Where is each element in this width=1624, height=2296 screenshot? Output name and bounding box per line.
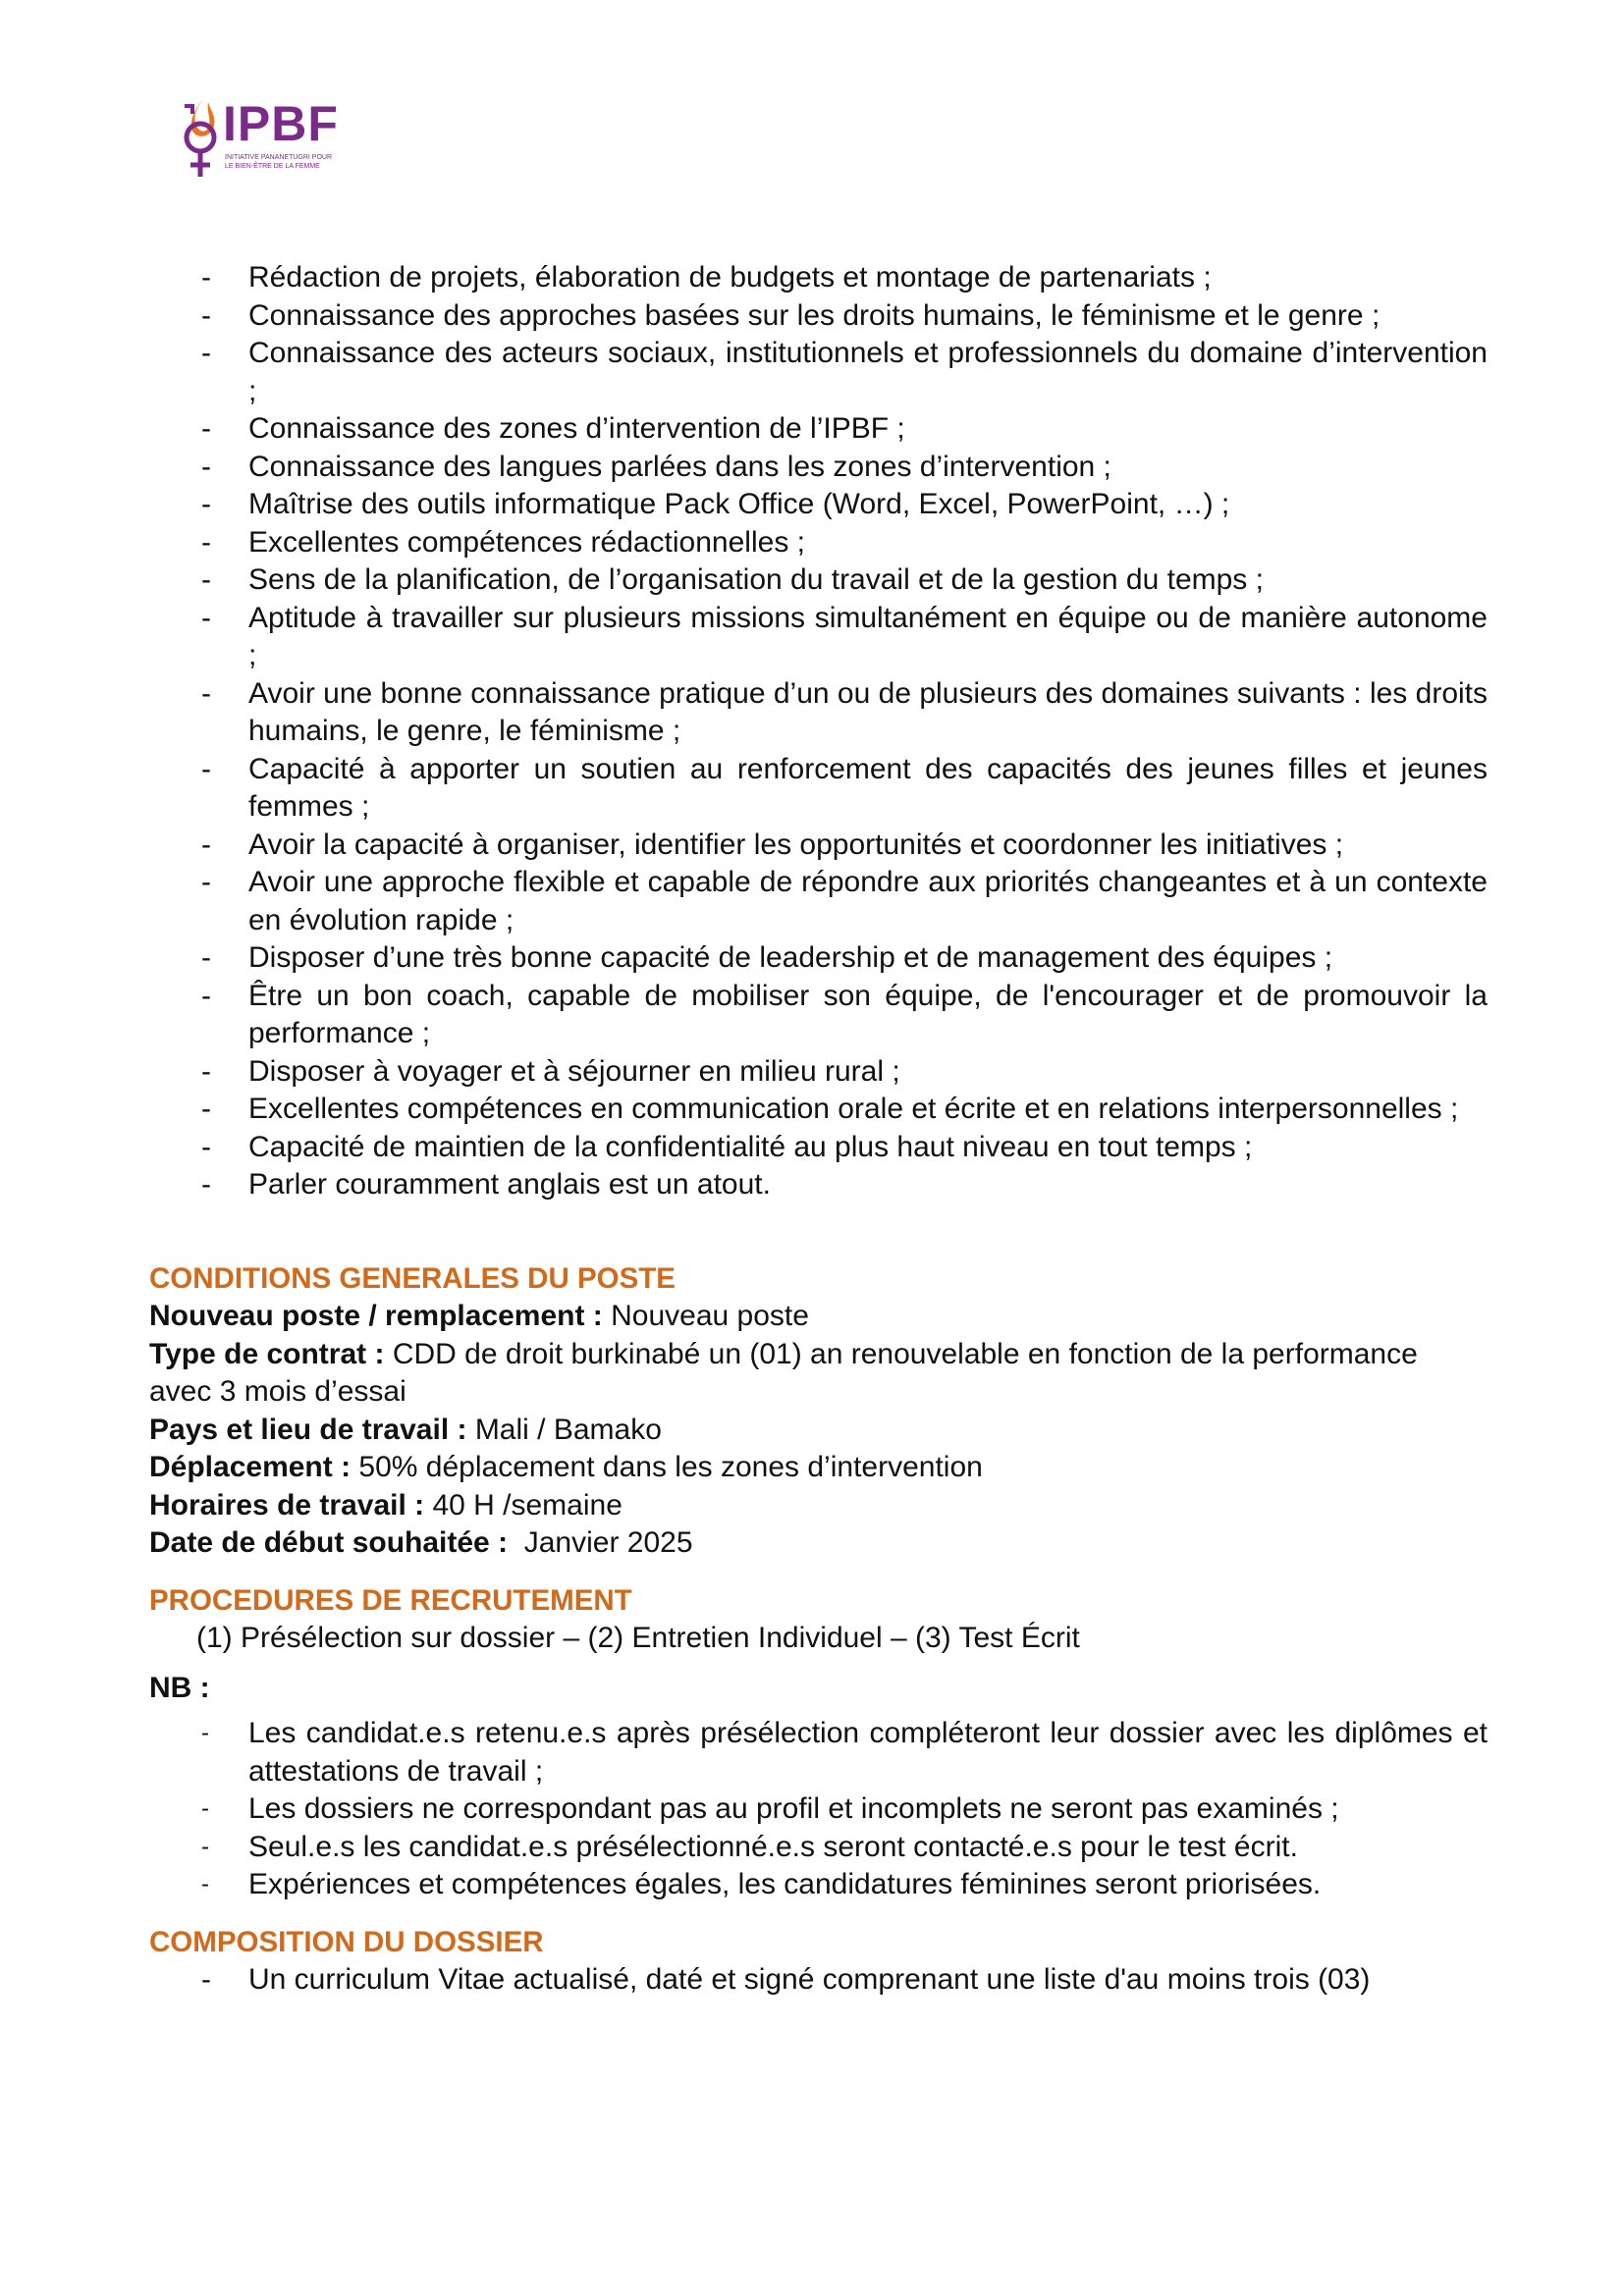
list-item: - Capacité de maintien de la confidentialité au plus haut niveau en tout temps ; [201, 1130, 1253, 1163]
list-item: - Avoir la capacité à organiser, identifier les opportunités et coordonner les initiatives ; [201, 828, 1344, 861]
list-item: - Rédaction de projets, élaboration de budgets et montage de partenariats ; [201, 261, 1212, 294]
list-item: - Excellentes compétences rédactionnelles ; [201, 525, 805, 559]
logo-subtitle-line1: INITIATIVE PANANETUGRI POUR [225, 154, 333, 161]
list-item: - Aptitude à travailler sur plusieurs missions simultanément en équipe ou de manière autonome ; [201, 601, 1488, 671]
logo-subtitle [225, 153, 372, 171]
list-item: - Connaissance des zones d’intervention de l’IPBF ; [201, 412, 905, 445]
list-item: - Disposer d’une très bonne capacité de leadership et de management des équipes ; [201, 941, 1333, 974]
list-item: - Sens de la planification, de l’organisation du travail et de la gestion du temps ; [201, 563, 1264, 596]
field-type-contrat: Type de contrat : CDD de droit burkinabé un (01) an renouvelable en fonction de la performance avec 3 mois d’essai [149, 1337, 1418, 1408]
composition-title: COMPOSITION DU DOSSIER [149, 1925, 544, 1958]
field-horaires: Horaires de travail : 40 H /semaine [149, 1488, 623, 1522]
logo-subtitle-line2: LE BIEN-ÊTRE DE LA FEMME [225, 163, 320, 170]
logo-name: IPBF [223, 96, 339, 151]
field-deplacement: Déplacement : 50% déplacement dans les zones d’intervention [149, 1451, 983, 1483]
list-item: - Avoir une approche flexible et capable de répondre aux priorités changeantes et à un contexte en évolution rapide ; [201, 866, 1488, 936]
list-item: - Un curriculum Vitae actualisé, daté et signé comprenant une liste d'au moins trois (03) [201, 1963, 1371, 1996]
procedures-title: PROCEDURES DE RECRUTEMENT [149, 1583, 632, 1617]
list-item: - Capacité à apporter un soutien au renforcement des capacités des jeunes filles et jeunes femmes ; [201, 752, 1488, 823]
field-pays-lieu: Pays et lieu de travail : Mali / Bamako [149, 1413, 662, 1446]
procedure-steps: (1) Présélection sur dossier – (2) Entretien Individuel – (3) Test Écrit [196, 1622, 1080, 1654]
list-item: - Parler couramment anglais est un atout. [201, 1168, 771, 1201]
nb-list [149, 1715, 1488, 1904]
list-item: - Avoir une bonne connaissance pratique d’un ou de plusieurs des domaines suivants : les droits humains, le genre, le féminisme ; [201, 676, 1488, 747]
list-item: - Expériences et compétences égales, les candidatures féminines seront priorisées. [201, 1868, 1322, 1900]
list-item: - Connaissance des approches basées sur les droits humains, le féminisme et le genre ; [201, 298, 1380, 332]
ipbf-logo [179, 94, 375, 192]
field-nouveau-poste: Nouveau poste / remplacement : Nouveau poste [149, 1300, 809, 1332]
list-item: - Connaissance des langues parlées dans les zones d’intervention ; [201, 450, 1111, 483]
composition-list [149, 1961, 1488, 2000]
list-item: - Connaissance des acteurs sociaux, institutionnels et professionnels du domaine d’intervention ; [201, 337, 1488, 407]
field-date-debut: Date de début souhaitée : Janvier 2025 [149, 1526, 693, 1559]
list-item: - Excellentes compétences en communication orale et écrite et en relations interpersonnelles ; [201, 1093, 1459, 1125]
nb-label: NB : [149, 1671, 210, 1704]
document-content [149, 259, 1488, 2000]
list-item: - Maîtrise des outils informatique Pack Office (Word, Excel, PowerPoint, …) ; [201, 488, 1230, 520]
competences-list [149, 259, 1488, 1204]
list-item: - Les dossiers ne correspondant pas au profil et incomplets ne seront pas examinés ; [201, 1792, 1339, 1825]
list-item: - Seul.e.s les candidat.e.s présélectionné.e.s seront contacté.e.s pour le test écrit. [201, 1830, 1298, 1863]
list-item: - Être un bon coach, capable de mobiliser son équipe, de l'encourager et de promouvoir la performance ; [201, 979, 1488, 1049]
female-symbol-flame-icon [179, 94, 226, 183]
list-item: - Les candidat.e.s retenu.e.s après présélection compléteront leur dossier avec les diplômes et attestations de travail ; [201, 1717, 1488, 1788]
conditions-title: CONDITIONS GENERALES DU POSTE [149, 1261, 676, 1295]
list-item: - Disposer à voyager et à séjourner en milieu rural ; [201, 1054, 900, 1088]
